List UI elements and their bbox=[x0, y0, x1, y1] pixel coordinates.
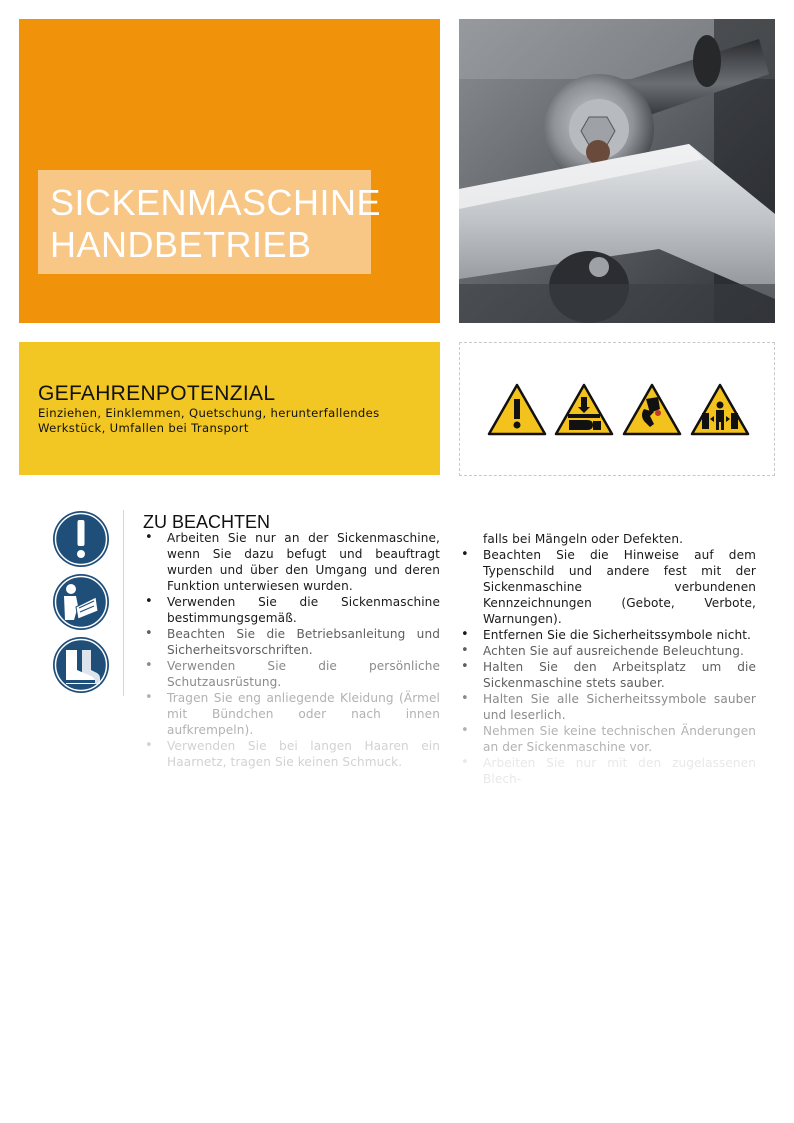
list-item: • Nehmen Sie keine technischen Änderungen an der Sickenmaschine vor. bbox=[459, 723, 756, 755]
list-item: • Beachten Sie die Betriebsanleitung und Sicherheitsvorschriften. bbox=[143, 626, 440, 658]
list-item: • Verwenden Sie die Sickenmaschine bestimmungsgemäß. bbox=[143, 594, 440, 626]
hazard-panel bbox=[19, 342, 440, 475]
mandatory-signs bbox=[52, 510, 110, 699]
divider-line bbox=[123, 510, 124, 696]
general-mandatory-icon bbox=[52, 510, 110, 568]
warning-signs-panel bbox=[459, 342, 775, 476]
read-manual-icon bbox=[52, 573, 110, 631]
notes-right-column bbox=[459, 531, 756, 787]
crushing-between-objects-icon bbox=[690, 383, 750, 437]
list-item: • Entfernen Sie die Sicherheitssymbole nicht. bbox=[459, 627, 756, 643]
list-item: • Achten Sie auf ausreichende Beleuchtung. bbox=[459, 643, 756, 659]
hand-crush-warning-icon bbox=[554, 383, 614, 437]
list-item: • Verwenden Sie die persönliche Schutzausrüstung. bbox=[143, 658, 440, 690]
machine-photo bbox=[459, 19, 775, 323]
machine-photo-illustration bbox=[459, 19, 775, 323]
list-item: • Tragen Sie eng anliegende Kleidung (Ärmel mit Bündchen oder nach innen aufkrempeln). bbox=[143, 690, 440, 738]
hazard-description: Einziehen, Einklemmen, Quetschung, herunterfallendes Werkstück, Umfallen bei Transport bbox=[38, 406, 380, 435]
list-item: • Halten Sie den Arbeitsplatz um die Sickenmaschine stets sauber. bbox=[459, 659, 756, 691]
list-item: • Verwenden Sie bei langen Haaren ein Haarnetz, tragen Sie keinen Schmuck. bbox=[143, 738, 440, 770]
list-item-continuation: falls bei Mängeln oder Defekten. bbox=[483, 532, 684, 546]
page-title-line-2: HANDBETRIEB bbox=[50, 224, 312, 265]
hazard-title: GEFAHRENPOTENZIAL bbox=[38, 382, 276, 405]
title-panel bbox=[19, 19, 440, 323]
notes-left-column bbox=[143, 530, 440, 770]
list-item: • Arbeiten Sie nur an der Sickenmaschine, wenn Sie dazu befugt und beauftragt wurden und über den Umgang und deren Funktion unterwiesen wurden. bbox=[143, 530, 440, 594]
notes-title: ZU BEACHTEN bbox=[143, 512, 271, 532]
cut-hazard-warning-icon bbox=[622, 383, 682, 437]
general-warning-icon bbox=[487, 383, 547, 437]
list-item: • Halten Sie alle Sicherheitssymbole sauber und leserlich. bbox=[459, 691, 756, 723]
list-item: • Arbeiten Sie nur mit den zugelassenen Blech- bbox=[459, 755, 756, 787]
title-box bbox=[38, 170, 382, 274]
list-item: • Beachten Sie die Hinweise auf dem Typenschild und andere fest mit der Sickenmaschine verbundenen Kennzeichnungen (Gebote, Verbote, Warnungen). bbox=[459, 547, 756, 627]
safety-boots-icon bbox=[52, 636, 110, 694]
page-title-line-1: SICKENMASCHINE bbox=[50, 182, 382, 223]
